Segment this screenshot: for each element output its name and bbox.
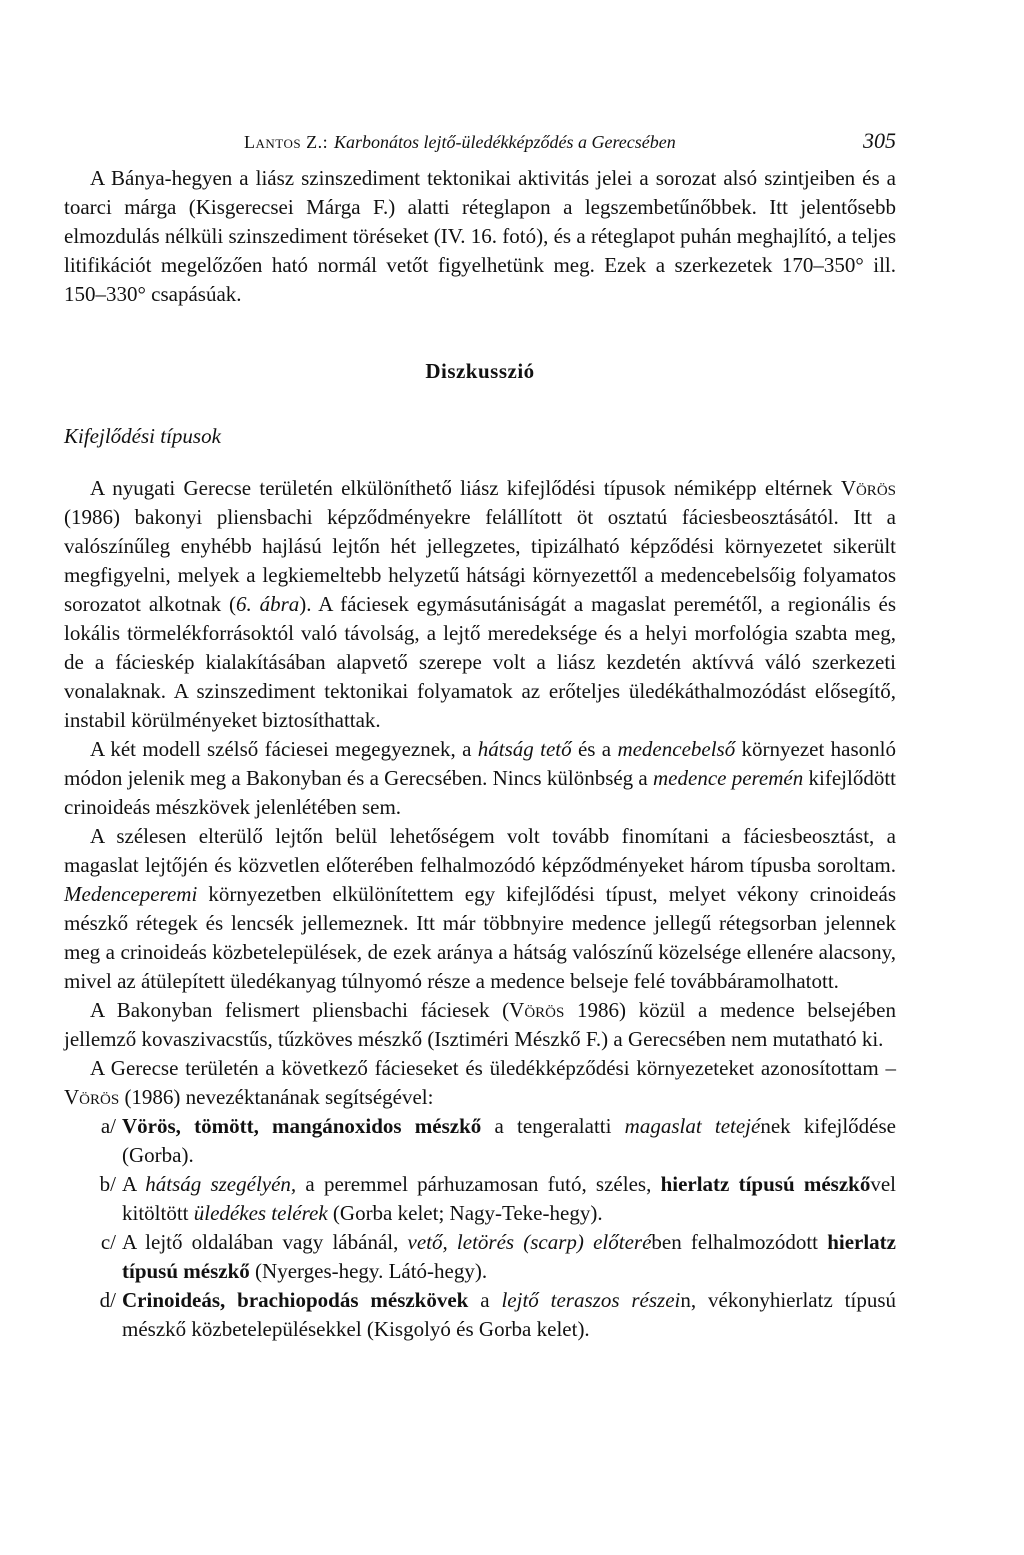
bold-term: Vörös, tömött, mangánoxidos mészkő <box>122 1114 482 1138</box>
text: (1986) bakonyi pliensbachi képződményekre felállított öt osztatú fáciesbeosztásától. Itt a valószínűleg enyhébb hajlású lejtőn hét jellegzetes, tipizálható képződési környezetet sikerült megfigyelni, melyek a legkiemeltebb helyzetű hátsági környezettől a medencebelsőig folyamatos sorozatot alkotnak ( <box>64 505 896 616</box>
running-header <box>64 128 896 164</box>
emphasis: hátság szegélyén, <box>145 1172 297 1196</box>
list-item-text <box>122 1170 896 1228</box>
emphasis: magaslat tetejé <box>624 1114 761 1138</box>
document-page <box>64 128 896 1344</box>
subsection-title: Kifejlődési típusok <box>64 424 221 448</box>
paragraph-2 <box>64 735 896 822</box>
text: kifejlődött crinoideás mészkövek jelenlétében sem. <box>64 766 896 819</box>
author-reference: Vörös <box>64 1085 120 1109</box>
list-item-text <box>122 1286 896 1344</box>
author-reference: Vörös <box>509 998 565 1022</box>
list-marker: d/ <box>99 1288 116 1312</box>
bold-term: hierlatz típusú mészkő <box>660 1172 871 1196</box>
facies-list <box>64 1112 896 1344</box>
list-item <box>64 1170 896 1228</box>
list-marker: c/ <box>100 1230 116 1254</box>
list-item <box>64 1112 896 1170</box>
text: környezetben elkülönítettem egy kifejlődési típust, melyet vékony crinoideás mészkő rétegek és lencsék jellemeznek. Itt már többnyire medence jellegű rétegsorban jelennek meg a crinoideás közbetelepülések, de ezek aránya a hátság valószínű közelsége ellenére alacsony, mivel az átülepített üledékanyag túlnyomó része a medence belseje felé továbbáramolhatott. <box>64 882 896 993</box>
text: a tengeralatti <box>481 1114 625 1138</box>
emphasis: Medenceperemi <box>64 882 198 906</box>
text: környezet hasonló módon jelenik meg a Bakonyban és a Gerecsében. Nincs különbség a <box>64 737 897 790</box>
emphasis: medence peremén <box>653 766 804 790</box>
text: A <box>122 1172 146 1196</box>
emphasis: hátság tető <box>477 737 572 761</box>
text: és a <box>571 737 618 761</box>
text: A Gerecse területén a következő fácieseket és üledékképződési környezeteket azonosítottam – <box>90 1056 896 1080</box>
text: a <box>468 1288 502 1312</box>
emphasis: lejtő teraszos részei <box>501 1288 681 1312</box>
intro-paragraph: A Bánya-hegyen a liász szinszediment tektonikai aktivitás jelei a sorozat alsó szintjeiben és a toarci márga (Kisgerecsei Márga F.) alatti réteglapon a legszembetűnőbbek. Itt jelentősebb elmozdulás nélküli szinszediment töréseket (IV. 16. fotó), és a réteglapot puhán meghajlító, a teljes litifikációt megelőzően ható normál vetőt figyelhetünk meg. Ezek a szerkezetek 170–350° ill. 150–330° csapásúak. <box>64 166 896 306</box>
paragraph-3 <box>64 822 896 996</box>
text: a peremmel párhuzamosan futó, széles, <box>296 1172 661 1196</box>
emphasis: üledékes telérek <box>193 1201 328 1225</box>
emphasis: medencebelső <box>617 737 736 761</box>
text: A lejtő oldalában vagy lábánál, <box>122 1230 408 1254</box>
text: (Nyerges-hegy. Látó-hegy). <box>249 1259 488 1283</box>
text: (Gorba kelet; Nagy-Teke-hegy). <box>327 1201 603 1225</box>
section-title: Diszkusszió <box>425 359 535 383</box>
text: vel kitöltött <box>122 1172 896 1225</box>
paragraph-1 <box>64 474 896 735</box>
bold-term: Crinoideás, brachiopodás mészkövek <box>122 1288 469 1312</box>
text: A nyugati Gerecse területén elkülöníthető liász kifejlődési típusok némiképp eltérnek <box>90 476 841 500</box>
emphasis: vető, letörés (scarp) előteré <box>407 1230 652 1254</box>
paragraph-4 <box>64 996 896 1054</box>
text: 1986) közül a medence belsejében jellemző kovaszivacstűs, tűzköves mészkő (Isztiméri Mészkő F.) a Gerecsében nem mutatható ki. <box>64 998 896 1051</box>
text: (1986) nevezéktanának segítségével: <box>119 1085 434 1109</box>
paragraph-5 <box>64 1054 896 1112</box>
text: A szélesen elterülő lejtőn belül lehetőségem volt tovább finomítani a fáciesbeosztást, a magaslat lejtőjén és közvetlen előterében felhalmozódó képződményeket három típusba soroltam. <box>64 824 896 877</box>
list-marker: b/ <box>99 1172 116 1196</box>
list-marker: a/ <box>100 1114 116 1138</box>
text: nek kifejlődése (Gorba). <box>122 1114 896 1167</box>
list-item <box>64 1228 896 1286</box>
list-item-text <box>122 1228 896 1286</box>
text: ). A fáciesek egymásutániságát a magaslat peremétől, a regionális és lokális törmelékforrásoktól való távolság, a lejtő meredeksége és a helyi morfológia szabta meg, de a fácieskép kialakításában alapvető szerepe volt a liász kezdetén aktívvá váló szerkezeti vonalaknak. A szinszediment tektonikai folyamatok az erőteljes üledékáthalmozódást elősegítő, instabil körülményeket biztosíthattak. <box>64 592 896 732</box>
page-number: 305 <box>863 128 896 153</box>
bold-term: hierlatz típusú mészkő <box>122 1230 896 1283</box>
text: A Bakonyban felismert pliensbachi fáciesek ( <box>90 998 510 1022</box>
text: ben felhalmozódott <box>651 1230 828 1254</box>
list-item-text <box>122 1112 896 1170</box>
header-author: Lantos Z.: <box>244 132 329 152</box>
list-item <box>64 1286 896 1344</box>
header-title: Karbonátos lejtő-üledékképződés a Gerecsében <box>334 132 676 152</box>
text: A két modell szélső fáciesei megegyeznek, a <box>90 737 478 761</box>
figure-reference: 6. ábra <box>236 592 300 616</box>
text: n, vékonyhierlatz típusú mészkő közbetelepülésekkel (Kisgolyó és Gorba kelet). <box>122 1288 896 1341</box>
author-reference: Vörös <box>840 476 896 500</box>
